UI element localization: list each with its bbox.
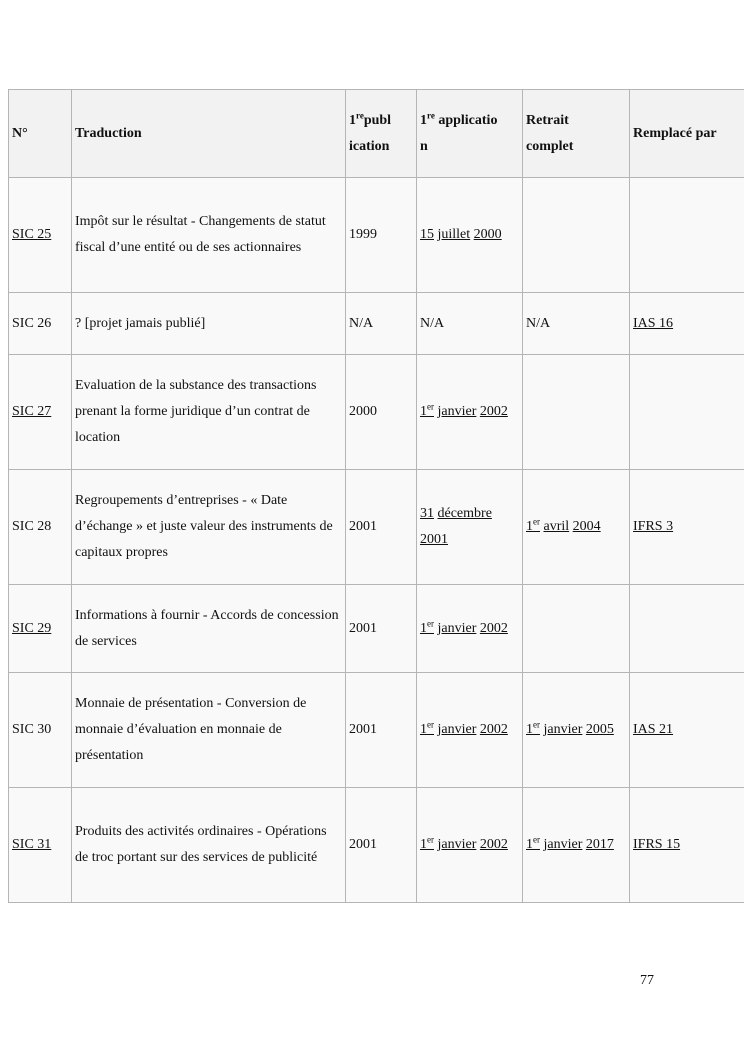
header-num: N° <box>9 90 72 178</box>
retrait-cell <box>523 585 630 673</box>
traduction-cell: Impôt sur le résultat - Changements de statut fiscal d’une entité ou de ses actionnaires <box>72 178 346 293</box>
date-link[interactable]: 1 <box>420 722 427 737</box>
date-link[interactable]: 2002 <box>479 620 508 636</box>
traduction-cell: Produits des activités ordinaires - Opérations de troc portant sur des services de publicité <box>72 788 346 903</box>
publication-cell: 2001 <box>346 673 417 788</box>
publication-cell: 1999 <box>346 178 417 293</box>
remplace-cell <box>630 293 744 355</box>
application-cell <box>417 470 523 585</box>
date-link[interactable]: janvier <box>437 404 477 419</box>
retrait-cell <box>523 178 630 293</box>
application-cell: 1er janvier 2002 <box>417 673 523 788</box>
sic-number: SIC 28 <box>9 470 72 585</box>
table-row <box>9 788 744 903</box>
sic-number: SIC 30 <box>9 673 72 788</box>
publication-cell: 2000 <box>346 355 417 470</box>
date-link[interactable]: 31 <box>420 506 434 521</box>
traduction-cell: Informations à fournir - Accords de concession de services <box>72 585 346 673</box>
date-link[interactable]: 2002 <box>479 722 508 737</box>
date-link[interactable]: 1 <box>526 722 533 737</box>
header-row <box>9 90 744 178</box>
date-link[interactable]: décembre <box>437 506 492 521</box>
remplace-cell <box>630 355 744 470</box>
date-link[interactable]: janvier <box>437 620 477 636</box>
application-cell: 1er janvier 2002 <box>417 355 523 470</box>
retrait-cell: 1er janvier 2017 <box>523 788 630 903</box>
date-link[interactable]: 1 <box>526 519 533 534</box>
publication-cell: 2001 <box>346 470 417 585</box>
date-link[interactable]: 2005 <box>585 722 614 737</box>
replacement-link[interactable]: IFRS 3 <box>633 519 674 534</box>
date-link[interactable]: 1 <box>420 404 427 419</box>
retrait-cell: 1er avril 2004 <box>523 470 630 585</box>
date-link[interactable]: janvier <box>437 722 477 737</box>
application-cell: N/A <box>417 293 523 355</box>
sic-number: SIC 26 <box>9 293 72 355</box>
header-traduction: Traduction <box>72 90 346 178</box>
date-link[interactable]: 15 <box>420 227 434 242</box>
application-cell: 1er janvier 2002 <box>417 585 523 673</box>
publication-cell: 2001 <box>346 788 417 903</box>
header-application: 1re applicatio n <box>417 90 523 178</box>
remplace-cell <box>630 178 744 293</box>
header-retrait: Retrait complet <box>523 90 630 178</box>
date-link[interactable]: 2002 <box>479 404 508 419</box>
sic-link[interactable]: SIC 31 <box>12 837 52 852</box>
replacement-link[interactable]: IAS 16 <box>633 315 674 331</box>
remplace-cell <box>630 585 744 673</box>
retrait-cell: N/A <box>523 293 630 355</box>
table-row <box>9 355 744 470</box>
date-link[interactable]: 1 <box>420 837 427 852</box>
table-row <box>9 585 744 673</box>
traduction-cell: Regroupements d’entreprises - « Date d’échange » et juste valeur des instruments de capitaux propres <box>72 470 346 585</box>
date-link[interactable]: 1 <box>526 837 533 852</box>
date-link[interactable]: 2000 <box>473 227 502 242</box>
table-row <box>9 178 744 293</box>
traduction-cell: Monnaie de présentation - Conversion de monnaie d’évaluation en monnaie de présentation <box>72 673 346 788</box>
date-link[interactable]: 2017 <box>585 837 614 852</box>
application-cell <box>417 178 523 293</box>
table-row <box>9 293 744 355</box>
header-publication: 1republ ication <box>346 90 417 178</box>
replacement-link[interactable]: IFRS 15 <box>633 837 681 852</box>
date-link[interactable]: 2004 <box>572 519 601 534</box>
date-link[interactable]: janvier <box>543 722 583 737</box>
remplace-cell <box>630 470 744 585</box>
publication-cell: N/A <box>346 293 417 355</box>
sic-link[interactable]: SIC 27 <box>12 404 52 419</box>
sic-table <box>8 89 744 903</box>
replacement-link[interactable]: IAS 21 <box>633 722 674 737</box>
retrait-cell <box>523 355 630 470</box>
date-link[interactable]: 2002 <box>479 837 508 852</box>
traduction-cell: Evaluation de la substance des transactions prenant la forme juridique d’un contrat de location <box>72 355 346 470</box>
remplace-cell <box>630 673 744 788</box>
retrait-cell: 1er janvier 2005 <box>523 673 630 788</box>
header-remplace: Remplacé par <box>630 90 744 178</box>
remplace-cell <box>630 788 744 903</box>
sic-link[interactable]: SIC 25 <box>12 227 52 242</box>
table-row <box>9 673 744 788</box>
date-link[interactable]: janvier <box>543 837 583 852</box>
date-link[interactable]: 1 <box>420 620 427 636</box>
date-link[interactable]: juillet <box>437 227 471 242</box>
table-row <box>9 470 744 585</box>
traduction-cell: ? [projet jamais publié] <box>72 293 346 355</box>
sic-link[interactable]: SIC 29 <box>12 620 52 636</box>
publication-cell: 2001 <box>346 585 417 673</box>
application-cell: 1er janvier 2002 <box>417 788 523 903</box>
date-link[interactable]: janvier <box>437 837 477 852</box>
date-link[interactable]: avril <box>543 519 570 534</box>
date-link[interactable]: 2001 <box>420 532 448 547</box>
page-number: 77 <box>640 973 654 988</box>
